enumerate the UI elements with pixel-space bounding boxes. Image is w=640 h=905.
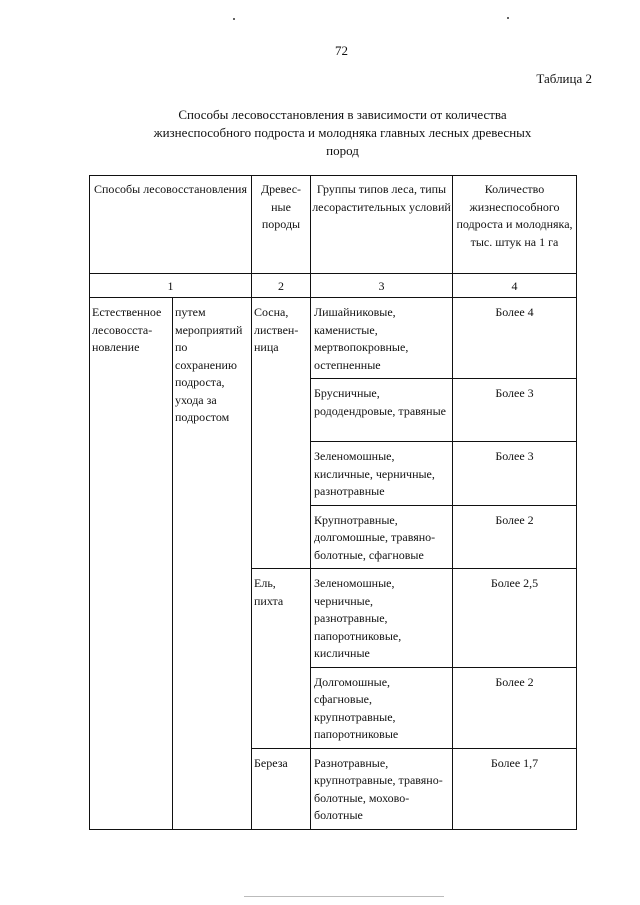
scan-speck-right xyxy=(507,17,509,19)
header-row xyxy=(90,176,577,274)
groups-cell: Долгомошные, сфагновые, крупнотравные, папоротниковые xyxy=(311,667,453,748)
table-label: Таблица 2 xyxy=(536,71,592,86)
groups-cell: Зеленомошные, черничные, разнотравные, папоротниковые, кисличные xyxy=(311,569,453,668)
scan-edge-line xyxy=(244,896,444,897)
quantity-cell: Более 4 xyxy=(453,298,577,379)
table-title: Способы лесовосстановления в зависимости от количества жизнеспособного подроста и молодняка главных лесных древесных пород xyxy=(153,107,532,158)
header-groups: Группы типов леса, типы лесорастительных условий xyxy=(311,176,453,274)
column-number: 3 xyxy=(311,274,453,298)
quantity-cell: Более 2,5 xyxy=(453,569,577,668)
column-number: 1 xyxy=(90,274,252,298)
column-numbers-row xyxy=(90,274,577,298)
reforestation-table xyxy=(89,175,577,830)
species-birch-cell: Береза xyxy=(252,748,311,829)
table-row xyxy=(90,298,577,379)
species-pine-cell: Сосна, листвен-ница xyxy=(252,298,311,569)
groups-cell: Зеленомошные, кисличные, черничные, разнотравные xyxy=(311,442,453,506)
column-number: 2 xyxy=(252,274,311,298)
method-name-cell: Естественное лесовосста-новление xyxy=(90,298,173,830)
header-species: Древес-ные породы xyxy=(252,176,311,274)
quantity-cell: Более 1,7 xyxy=(453,748,577,829)
page-number: 72 xyxy=(335,43,348,58)
groups-cell: Крупнотравные, долгомошные, травяно-болотные, сфагновые xyxy=(311,505,453,569)
species-spruce-cell: Ель, пихта xyxy=(252,569,311,749)
header-quantity: Количество жизнеспособного подроста и молодняка, тыс. штук на 1 га xyxy=(453,176,577,274)
groups-cell: Брусничные, рододендровые, травяные xyxy=(311,379,453,442)
scan-speck-left xyxy=(233,18,235,20)
groups-cell: Разнотравные, крупнотравные, травяно-болотные, мохово-болотные xyxy=(311,748,453,829)
quantity-cell: Более 3 xyxy=(453,379,577,442)
column-number: 4 xyxy=(453,274,577,298)
quantity-cell: Более 2 xyxy=(453,505,577,569)
quantity-cell: Более 2 xyxy=(453,667,577,748)
quantity-cell: Более 3 xyxy=(453,442,577,506)
header-method: Способы лесовосстановления xyxy=(90,176,252,274)
groups-cell: Лишайниковые, каменистые, мертвопокровные, остепненные xyxy=(311,298,453,379)
method-means-cell: путем мероприятий по сохранению подроста, ухода за подростом xyxy=(173,298,252,830)
